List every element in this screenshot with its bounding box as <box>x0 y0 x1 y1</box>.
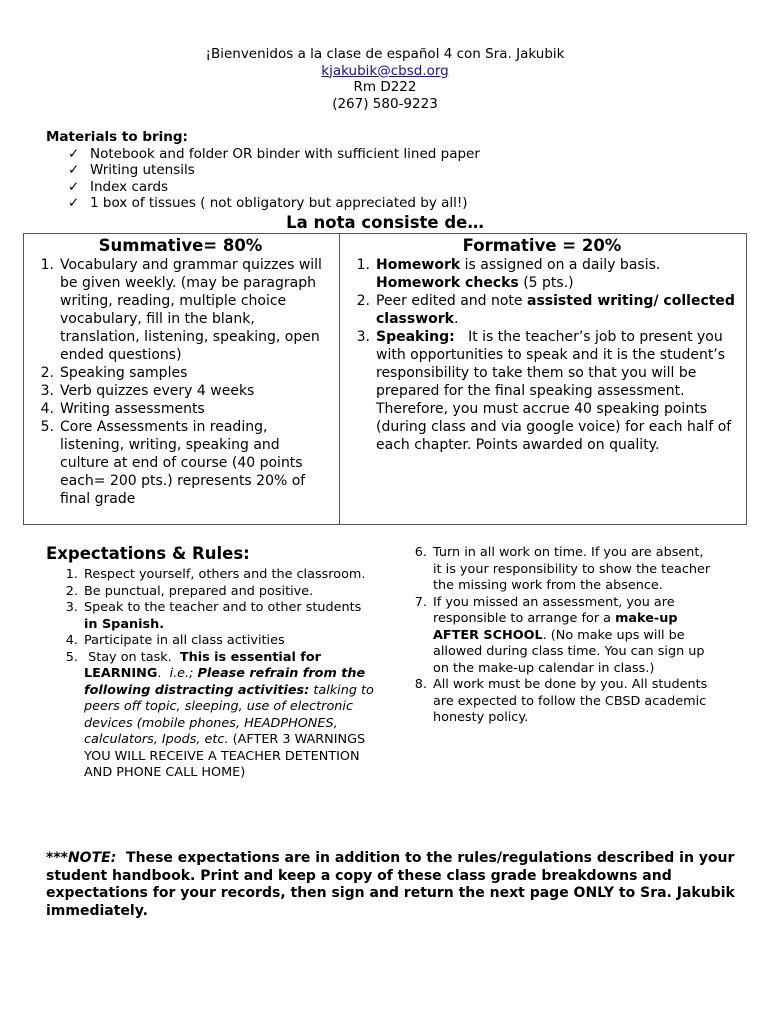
list-item: ✓ 1 box of tissues ( not obligatory but appreciated by all!) <box>68 195 468 211</box>
list-item: 1. Respect yourself, others and the classroom. <box>65 567 366 582</box>
note-paragraph: ***NOTE: These expectations are in addition to the rules/regulations described in your student handbook. Print and keep a copy of these class grade breakdowns and expectations for your records, then sign and return the next page ONLY to Sra. Jakubik immediately. <box>46 850 740 919</box>
room-number: Rm D222 <box>353 79 417 95</box>
check-icon: ✓ <box>68 178 80 195</box>
check-icon: ✓ <box>68 145 80 162</box>
list-item: 2. Speaking samples <box>40 365 188 381</box>
list-item: 6. Turn in all work on time. If you are absent, it is your responsibility to show the teacher the missing work from the absence. <box>414 545 711 593</box>
materials-title: Materials to bring: <box>46 129 188 145</box>
list-item: 2. Be punctual, prepared and positive. <box>65 583 314 599</box>
grade-table <box>23 233 747 525</box>
list-item: 3. Verb quizzes every 4 weeks <box>40 383 255 399</box>
list-item: 5. Core Assessments in reading, listening, writing, speaking and culture at end of course (40 points each= 200 pts.) represents 20% of final grade <box>40 419 306 507</box>
list-item: 3. Speak to the teacher and to other students in Spanish. <box>65 600 362 632</box>
summative-column <box>24 234 340 524</box>
materials-section <box>46 129 746 212</box>
grade-heading: La nota consiste de… <box>286 213 484 232</box>
welcome-line: ¡Bienvenidos a la clase de español 4 con Sra. Jakubik <box>205 46 565 62</box>
summative-list <box>30 256 331 508</box>
list-item: ✓ Writing utensils <box>68 162 195 178</box>
phone-number: (267) 580-9223 <box>332 95 438 112</box>
list-item: ✓ Index cards <box>68 178 169 195</box>
expectations-section-continued <box>395 545 715 727</box>
formative-list <box>346 256 738 454</box>
rules-list <box>46 567 376 782</box>
list-item: ✓ Notebook and folder OR binder with sufficient lined paper <box>68 145 480 162</box>
expectations-section <box>46 544 376 782</box>
summative-heading: Summative= 80% <box>98 236 263 255</box>
list-item: 1. Homework is assigned on a daily basis. Homework checks (5 pts.) <box>356 257 661 291</box>
check-icon: ✓ <box>68 195 80 211</box>
list-item: 7. If you missed an assessment, you are responsible to arrange for a make-up AFTER SCHOOL. (No make ups will be allowed during class time. You can sign up on the make-up calendar in class.) <box>414 594 705 676</box>
check-icon: ✓ <box>68 162 80 178</box>
list-item: 4. Participate in all class activities <box>65 633 285 648</box>
rules-list-continued <box>395 545 715 727</box>
list-item: 3. Speaking: It is the teacher’s job to present you with opportunities to speak and it is the student’s responsibility to take them so that you will be prepared for the final speaking assessment. Therefore, you must accrue 40 speaking points (during class and via google voice) for each half of each chapter. Points awarded on quality. <box>356 329 736 453</box>
formative-heading: Formative = 20% <box>462 236 622 255</box>
document-header <box>0 46 770 112</box>
email-link[interactable]: kjakubik@cbsd.org <box>321 62 449 79</box>
list-item: 5. Stay on task. This is essential for LEARNING. i.e.; Please refrain from the following distracting activities: talking to peers off topic, sleeping, use of electronic devices (mobile phones, HEADPHONES, calculators, Ipods, etc. (AFTER 3 WARNINGS YOU WILL RECEIVE A TEACHER DETENTION AND PHONE CALL HOME) <box>65 649 374 780</box>
formative-column <box>340 234 746 524</box>
materials-list <box>46 146 746 212</box>
expectations-heading: Expectations & Rules: <box>46 544 250 563</box>
list-item: 4. Writing assessments <box>40 401 205 417</box>
list-item: 8. All work must be done by you. All students are expected to follow the CBSD academic honesty policy. <box>414 677 708 725</box>
list-item: 2. Peer edited and note assisted writing/ collected classwork. <box>356 293 735 327</box>
list-item: 1. Vocabulary and grammar quizzes will be given weekly. (may be paragraph writing, reading, multiple choice vocabulary, fill in the blank, translation, listening, speaking, open ended questions) <box>40 257 322 363</box>
